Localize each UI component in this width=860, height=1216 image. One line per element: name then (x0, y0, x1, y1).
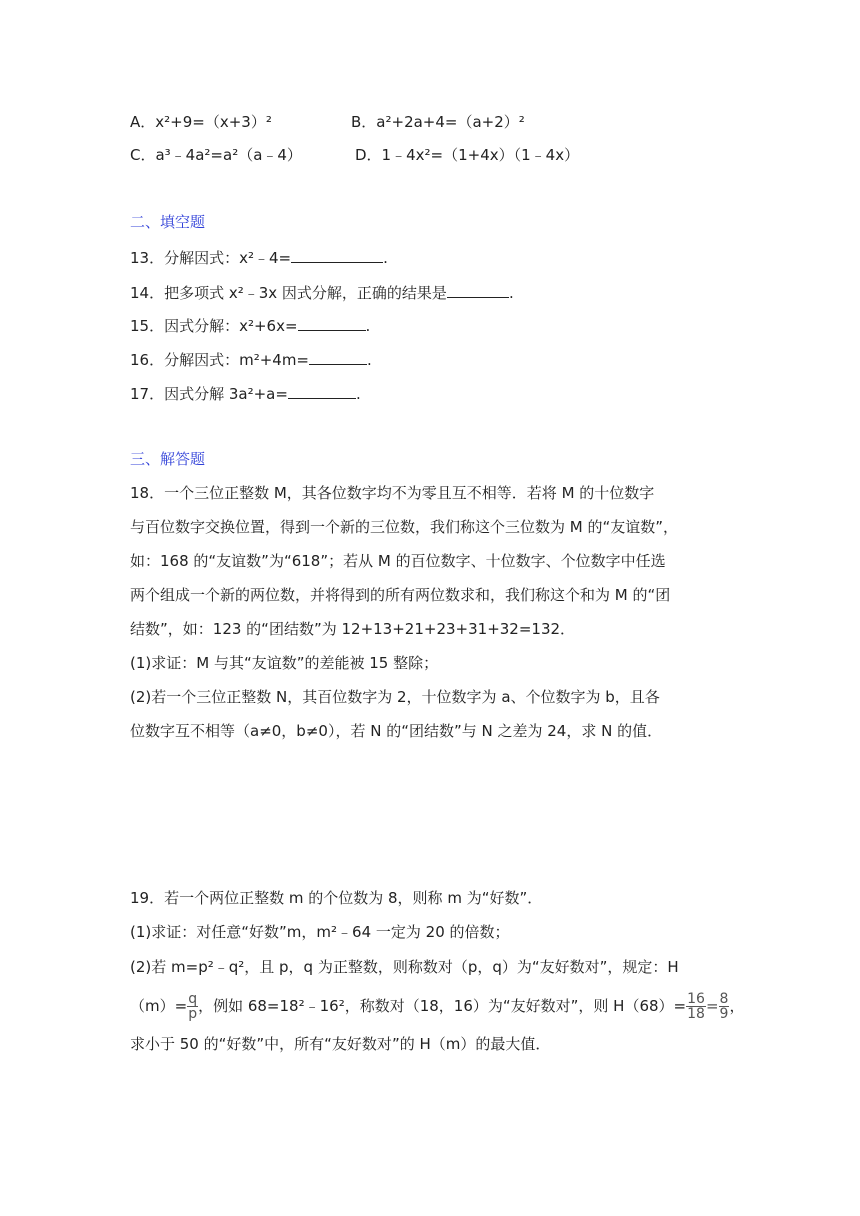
text: （m）= (130, 997, 188, 1015)
period: . (367, 351, 372, 369)
question-18-part-2: (2)若一个三位正整数 N，其百位数字为 2，十位数字为 a、个位数字为 b，且各 (130, 688, 660, 706)
denominator: p (188, 1006, 198, 1022)
question-18-line: 两个组成一个新的两位数，并将得到的所有两位数求和，我们称这个和为 M 的“团 (130, 586, 671, 604)
question-19-part-2 (130, 988, 744, 1024)
answer-blank[interactable] (288, 382, 356, 399)
period: . (508, 284, 514, 302)
section-title-fill-blank: 二、填空题 (130, 213, 206, 231)
option-a: A．x²+9=（x+3）² (130, 113, 272, 131)
question-19-part-2: 求小于 50 的“好数”中，所有“友好数对”的 H（m）的最大值． (130, 1035, 551, 1053)
question-18-line: 18．一个三位正整数 M，其各位数字均不为零且互不相等．若将 M 的十位数字 (130, 484, 655, 502)
period: . (355, 385, 361, 403)
answer-blank[interactable] (447, 281, 509, 298)
section-title-answer: 三、解答题 (130, 450, 206, 468)
option-b: B．a²+2a+4=（a+2）² (351, 113, 525, 131)
answer-blank[interactable] (309, 348, 367, 365)
equals-sign: = (705, 997, 719, 1015)
numerator: q (188, 991, 198, 1007)
question-19-part-2: (2)若 m=p²﹣q²，且 p，q 为正整数，则称数对（p，q）为“友好数对”，规定：H (130, 958, 679, 976)
answer-blank[interactable] (298, 314, 366, 331)
question-18-part-2: 位数字互不相等（a≠0，b≠0），若 N 的“团结数”与 N 之差为 24，求 N 的值． (130, 722, 663, 740)
question-13-text: 13．分解因式：x²﹣4= (130, 249, 292, 267)
fraction-q-over-p (187, 992, 198, 1021)
question-15-text: 15．因式分解：x²+6x= (130, 317, 298, 335)
denominator: 9 (719, 1006, 729, 1022)
numerator: 16 (687, 991, 705, 1007)
question-18-line: 如：168 的“友谊数”为“618”；若从 M 的百位数字、十位数字、个位数字中任选 (130, 552, 666, 570)
question-19-line: 19．若一个两位正整数 m 的个位数为 8，则称 m 为“好数”． (130, 889, 543, 907)
question-17-text: 17．因式分解 3a²+a= (130, 385, 288, 403)
question-15 (130, 314, 370, 336)
question-17 (130, 382, 361, 404)
period: . (365, 317, 371, 335)
question-19-part-1: (1)求证：对任意“好数”m，m²﹣64 一定为 20 的倍数； (130, 923, 510, 941)
question-16 (130, 348, 372, 370)
fraction-8-over-9 (719, 992, 730, 1021)
option-d: D．1﹣4x²=（1+4x）（1﹣4x） (355, 146, 580, 164)
question-18-part-1: (1)求证：M 与其“友谊数”的差能被 15 整除； (130, 654, 439, 672)
numerator: 8 (719, 991, 729, 1007)
question-14 (130, 281, 514, 303)
answer-blank[interactable] (291, 246, 383, 263)
question-18-line: 与百位数字交换位置，得到一个新的三位数，我们称这个三位数为 M 的“友谊数”， (130, 518, 679, 536)
period: . (383, 249, 388, 267)
fraction-16-over-18 (686, 992, 706, 1021)
denominator: 18 (687, 1006, 705, 1022)
question-18-line: 结数”，如：123 的“团结数”为 12+13+21+23+31+32=132． (130, 620, 576, 638)
text: ，例如 68=18²﹣16²，称数对（18，16）为“友好数对”，则 H（68）= (198, 997, 687, 1015)
option-c: C．a³﹣4a²=a²（a﹣4） (130, 146, 302, 164)
question-16-text: 16．分解因式：m²+4m= (130, 351, 310, 369)
question-13 (130, 246, 388, 268)
comma: ， (729, 997, 745, 1015)
question-14-text: 14．把多项式 x²﹣3x 因式分解，正确的结果是 (130, 284, 447, 302)
